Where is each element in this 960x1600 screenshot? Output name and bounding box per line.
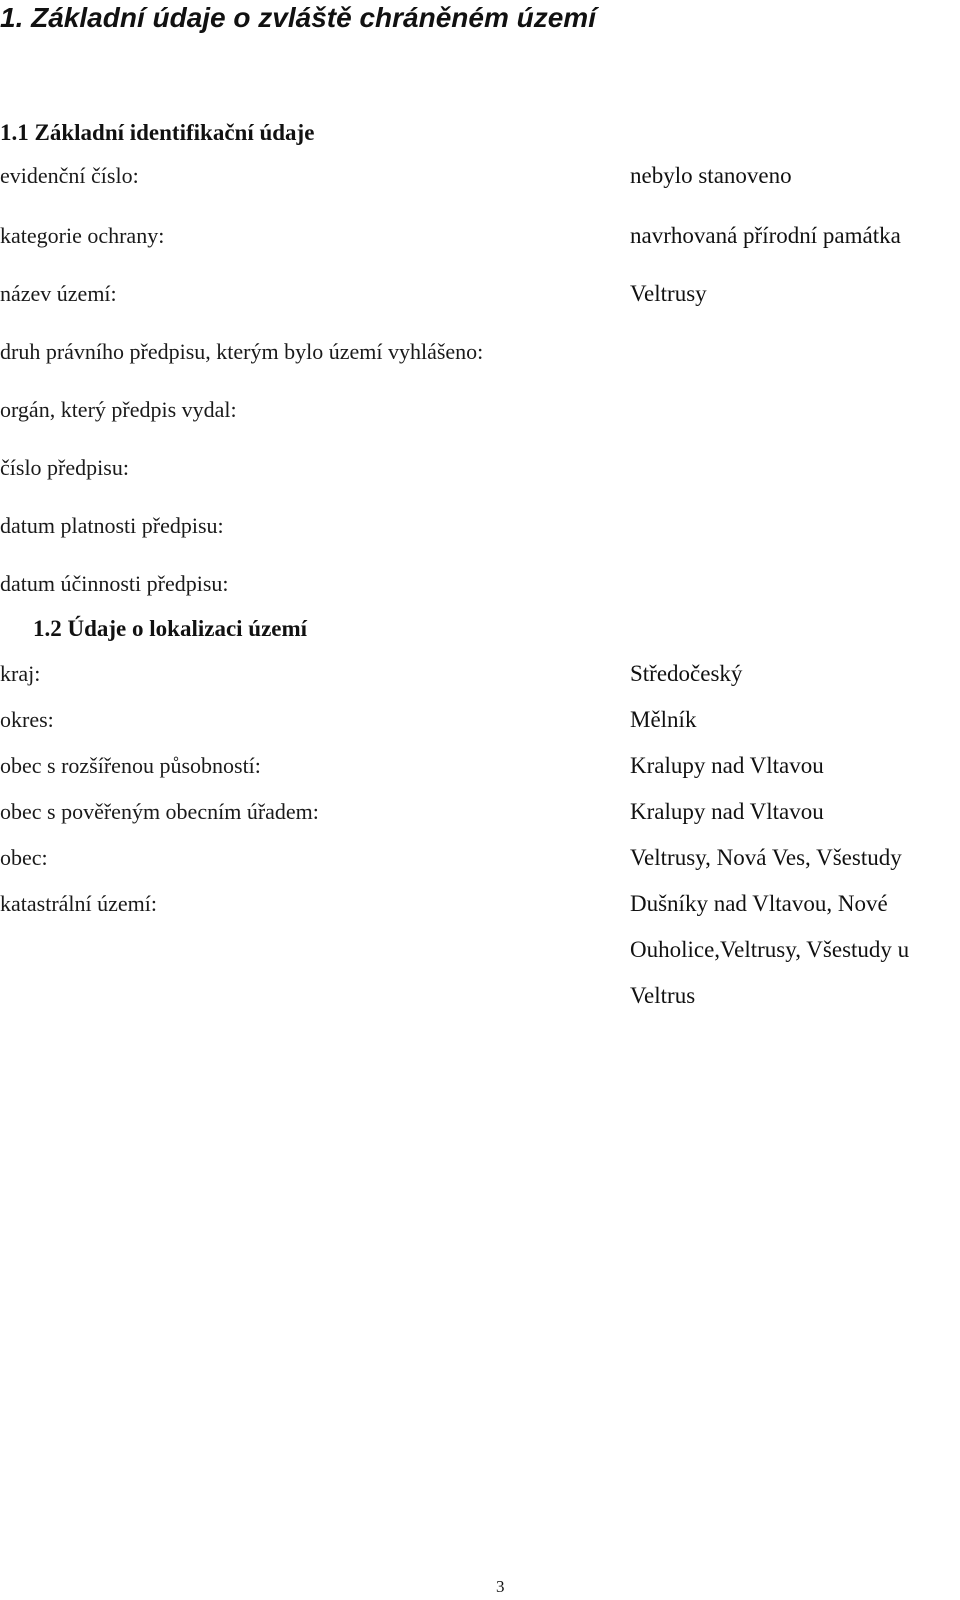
value-katastralni-uzemi-line-2: Ouholice,Veltrusy, Všestudy u [630,937,910,962]
section-2-title: 1.2 Údaje o lokalizaci území [33,616,308,641]
label-organ-predpisu: orgán, který předpis vydal: [0,397,237,422]
value-okres: Mělník [630,707,697,732]
value-kategorie-ochrany: navrhovaná přírodní památka [630,223,901,248]
value-katastralni-uzemi-line-3: Veltrus [630,983,696,1008]
label-kraj: kraj: [0,661,41,686]
label-cislo-predpisu: číslo předpisu: [0,455,129,480]
label-datum-platnosti: datum platnosti předpisu: [0,513,224,538]
label-okres: okres: [0,707,54,732]
label-orp: obec s rozšířenou působností: [0,753,261,778]
label-druh-predpisu: druh právního předpisu, kterým bylo území vyhlášeno: [0,339,484,364]
page-heading: 1. Základní údaje o zvláště chráněném území [0,2,596,33]
label-kategorie-ochrany: kategorie ochrany: [0,223,165,248]
value-pou: Kralupy nad Vltavou [630,799,824,824]
label-nazev-uzemi: název území: [0,281,117,306]
value-katastralni-uzemi-line-1: Dušníky nad Vltavou, Nové [630,891,888,916]
label-pou: obec s pověřeným obecním úřadem: [0,799,319,824]
label-evidencni-cislo: evidenční číslo: [0,163,139,188]
value-evidencni-cislo: nebylo stanoveno [630,163,792,188]
label-obec: obec: [0,845,48,870]
section-1-title: 1.1 Základní identifikační údaje [0,120,315,145]
value-orp: Kralupy nad Vltavou [630,753,824,778]
label-datum-ucinnosti: datum účinnosti předpisu: [0,571,229,596]
label-katastralni-uzemi: katastrální území: [0,891,157,916]
value-nazev-uzemi: Veltrusy [630,281,707,306]
value-kraj: Středočeský [630,661,743,686]
page-number: 3 [496,1577,505,1596]
value-obec: Veltrusy, Nová Ves, Všestudy [630,845,902,870]
